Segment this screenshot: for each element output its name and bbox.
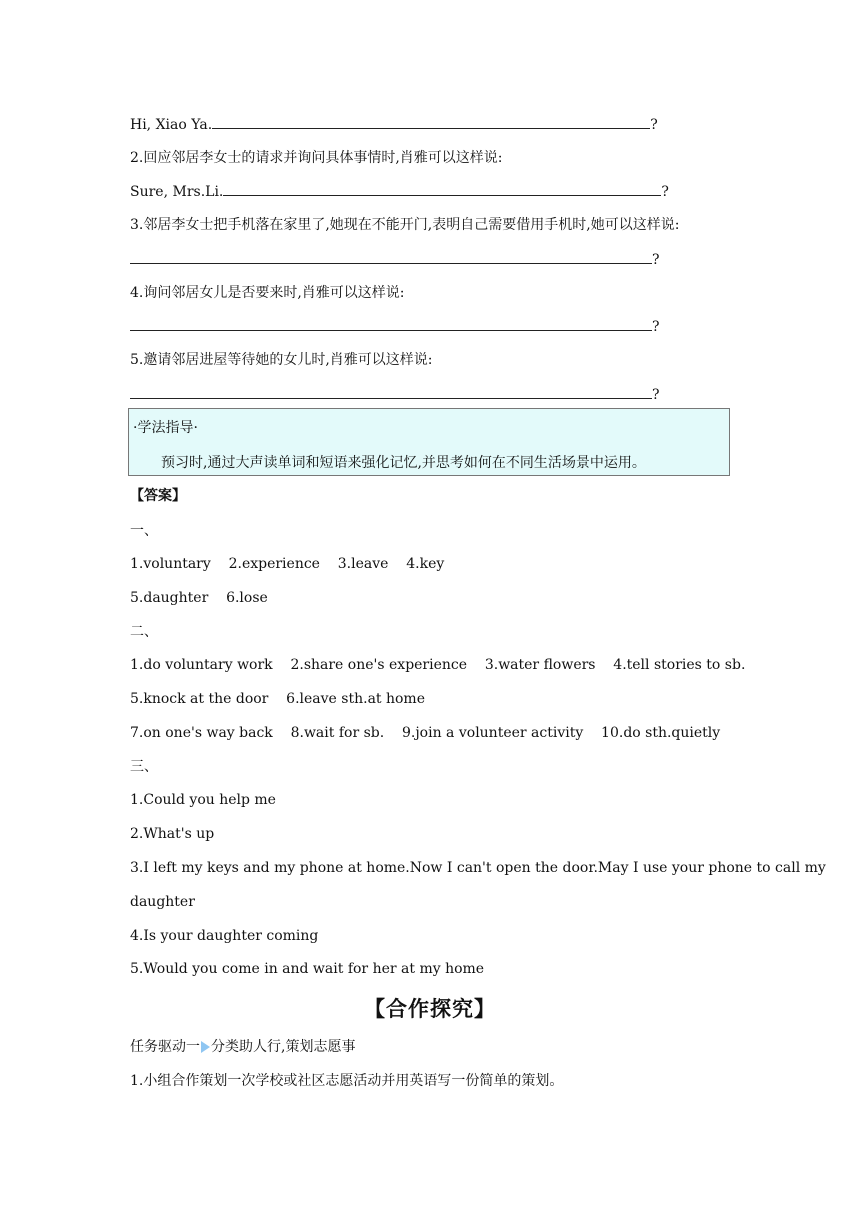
answers-part3-item: 5.Would you come in and wait for her at my home bbox=[130, 961, 485, 977]
cooperation-section-title: 【合作探究】 bbox=[364, 996, 496, 1021]
exercise-q1-answer-line bbox=[130, 114, 658, 135]
study-tip-text: 预习时,通过大声读单词和短语来强化记忆,并思考如何在不同生活场景中运用。 bbox=[161, 455, 646, 471]
answer-blank[interactable] bbox=[212, 114, 650, 129]
study-tip-box bbox=[128, 408, 730, 476]
answers-part3-item: 1.Could you help me bbox=[130, 792, 276, 808]
arrow-right-icon bbox=[201, 1041, 210, 1053]
exercise-q4-answer-line bbox=[130, 316, 660, 337]
answer-blank[interactable] bbox=[130, 249, 652, 264]
cooperation-task-line bbox=[130, 1037, 355, 1057]
answers-part3-item: 4.Is your daughter coming bbox=[130, 928, 319, 944]
answers-part2-line1: 1.do voluntary work 2.share one's experience 3.water flowers 4.tell stories to sb. bbox=[130, 657, 746, 673]
answers-part2-line3: 7.on one's way back 8.wait for sb. 9.join a volunteer activity 10.do sth.quietly bbox=[130, 725, 721, 741]
question-mark: ? bbox=[661, 184, 669, 200]
answers-part1-line2: 5.daughter 6.lose bbox=[130, 590, 268, 606]
exercise-q5-prompt: 5.邀请邻居进屋等待她的女儿时,肖雅可以这样说: bbox=[130, 352, 433, 368]
cooperation-task-item: 1.小组合作策划一次学校或社区志愿活动并用英语写一份简单的策划。 bbox=[130, 1073, 564, 1089]
task-prefix: 任务驱动一 bbox=[130, 1039, 200, 1055]
study-tip-title: ·学法指导· bbox=[133, 420, 198, 436]
exercise-q3-answer-line bbox=[130, 249, 660, 270]
answer-blank[interactable] bbox=[223, 181, 661, 196]
answer-blank[interactable] bbox=[130, 384, 652, 399]
exercise-q4-prompt: 4.询问邻居女儿是否要来时,肖雅可以这样说: bbox=[130, 285, 405, 301]
question-mark: ? bbox=[652, 387, 660, 403]
answers-part3-item: 2.What's up bbox=[130, 826, 215, 842]
question-mark: ? bbox=[650, 117, 658, 133]
answers-part2-label: 二、 bbox=[130, 624, 158, 640]
answers-part1-label: 一、 bbox=[130, 523, 158, 539]
exercise-q2-answer-line bbox=[130, 181, 669, 202]
exercise-q2-prompt: 2.回应邻居李女士的请求并询问具体事情时,肖雅可以这样说: bbox=[130, 150, 503, 166]
question-mark: ? bbox=[652, 319, 660, 335]
exercise-q5-answer-line bbox=[130, 384, 660, 405]
question-mark: ? bbox=[652, 252, 660, 268]
answers-part3-item: daughter bbox=[130, 894, 195, 910]
answers-heading: 【答案】 bbox=[130, 488, 186, 504]
q2-answer-prefix: Sure, Mrs.Li. bbox=[130, 184, 224, 200]
exercise-q3-prompt: 3.邻居李女士把手机落在家里了,她现在不能开门,表明自己需要借用手机时,她可以这样说: bbox=[130, 217, 680, 233]
answers-part3-label: 三、 bbox=[130, 759, 158, 775]
answer-blank[interactable] bbox=[130, 316, 652, 331]
answers-part1-line1: 1.voluntary 2.experience 3.leave 4.key bbox=[130, 556, 445, 572]
answers-part2-line2: 5.knock at the door 6.leave sth.at home bbox=[130, 691, 425, 707]
task-suffix: 分类助人行,策划志愿事 bbox=[211, 1039, 356, 1055]
answers-part3-item: 3.I left my keys and my phone at home.Now I can't open the door.May I use your phone to call my bbox=[130, 860, 826, 876]
q1-answer-prefix: Hi, Xiao Ya. bbox=[130, 117, 213, 133]
